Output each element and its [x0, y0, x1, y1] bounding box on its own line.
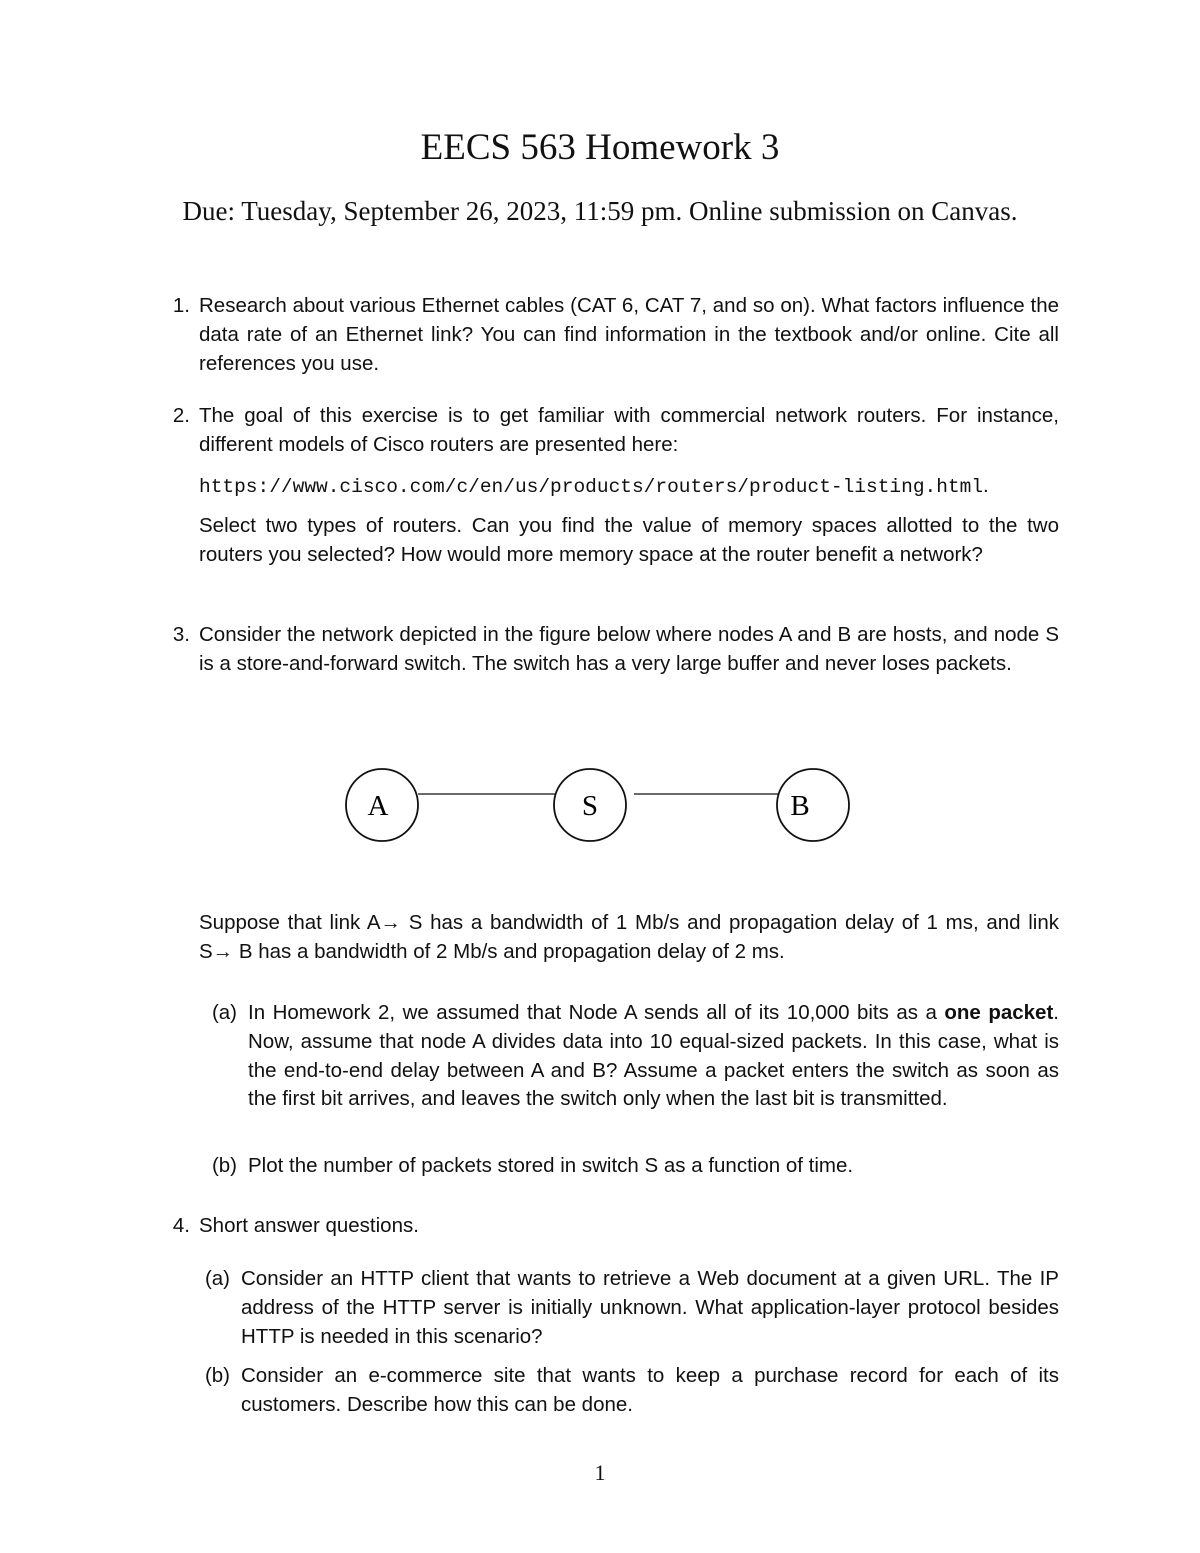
question-3-text: Consider the network depicted in the figure below where nodes A and B are hosts, and node S is a store-and-forward switch. The switch has a very large buffer and never loses packets.	[199, 623, 1059, 675]
question-2-text: The goal of this exercise is to get familiar with commercial network routers. For instance, different models of Cisco routers are presented here:	[199, 404, 1059, 456]
question-4b-text: Consider an e-commerce site that wants to keep a purchase record for each of its customers. Describe how this can be done.	[241, 1364, 1059, 1416]
question-3a-text-after: . Now, assume that node A divides data into 10 equal-sized packets. In this case, what is the end-to-end delay between A and B? Assume a packet enters the switch as soon as the first bit arrives, and leaves the switch only when the last bit is transmitted.	[248, 1001, 1059, 1111]
network-diagram	[330, 760, 870, 852]
question-4b-label: (b)	[204, 1364, 230, 1387]
url-period: .	[983, 474, 989, 497]
question-3b-text: Plot the number of packets stored in switch S as a function of time.	[248, 1154, 854, 1177]
question-4a-text: Consider an HTTP client that wants to retrieve a Web document at a given URL. The IP address of the HTTP server is initially unknown. What application-layer protocol besides HTTP is needed in this scenario?	[241, 1267, 1059, 1348]
question-3-text-2: Suppose that link A→ S has a bandwidth of 1 Mb/s and propagation delay of 1 ms, and link S→ B has a bandwidth of 2 Mb/s and propagation delay of 2 ms.	[199, 911, 1059, 963]
due-date-line: Due: Tuesday, September 26, 2023, 11:59 pm. Online submission on Canvas.	[182, 196, 1018, 226]
question-3b-label: (b)	[211, 1154, 237, 1177]
node-b-label: B	[790, 790, 810, 822]
question-1-text: Research about various Ethernet cables (CAT 6, CAT 7, and so on). What factors influence the data rate of an Ethernet link? You can find information in the textbook and/or online. Cite all references you use.	[199, 294, 1059, 375]
question-3a-text-before: In Homework 2, we assumed that Node A sends all of its 10,000 bits as a	[248, 1001, 945, 1024]
question-1-number: 1.	[172, 294, 190, 317]
question-3-number: 3.	[172, 623, 190, 646]
document-title: EECS 563 Homework 3	[420, 127, 780, 168]
node-b	[777, 769, 849, 841]
question-4-text: Short answer questions.	[199, 1214, 419, 1237]
node-s-label: S	[581, 790, 599, 822]
question-3a-text	[248, 999, 1059, 1114]
question-4a-label: (a)	[204, 1267, 230, 1290]
router-listing-link[interactable]: https://www.cisco.com/c/en/us/products/routers/product-listing.html	[199, 476, 984, 498]
page-number: 1	[594, 1460, 606, 1485]
question-2-text-2: Select two types of routers. Can you find the value of memory spaces allotted to the two routers you selected? How would more memory space at the router benefit a network?	[199, 514, 1059, 566]
node-a-label: A	[367, 790, 389, 822]
question-4-number: 4.	[172, 1214, 190, 1237]
question-2-url-line	[199, 472, 1059, 502]
question-2-number: 2.	[172, 404, 190, 427]
question-3a-bold: one packet	[944, 1001, 1054, 1024]
question-3a-label: (a)	[211, 1001, 237, 1024]
